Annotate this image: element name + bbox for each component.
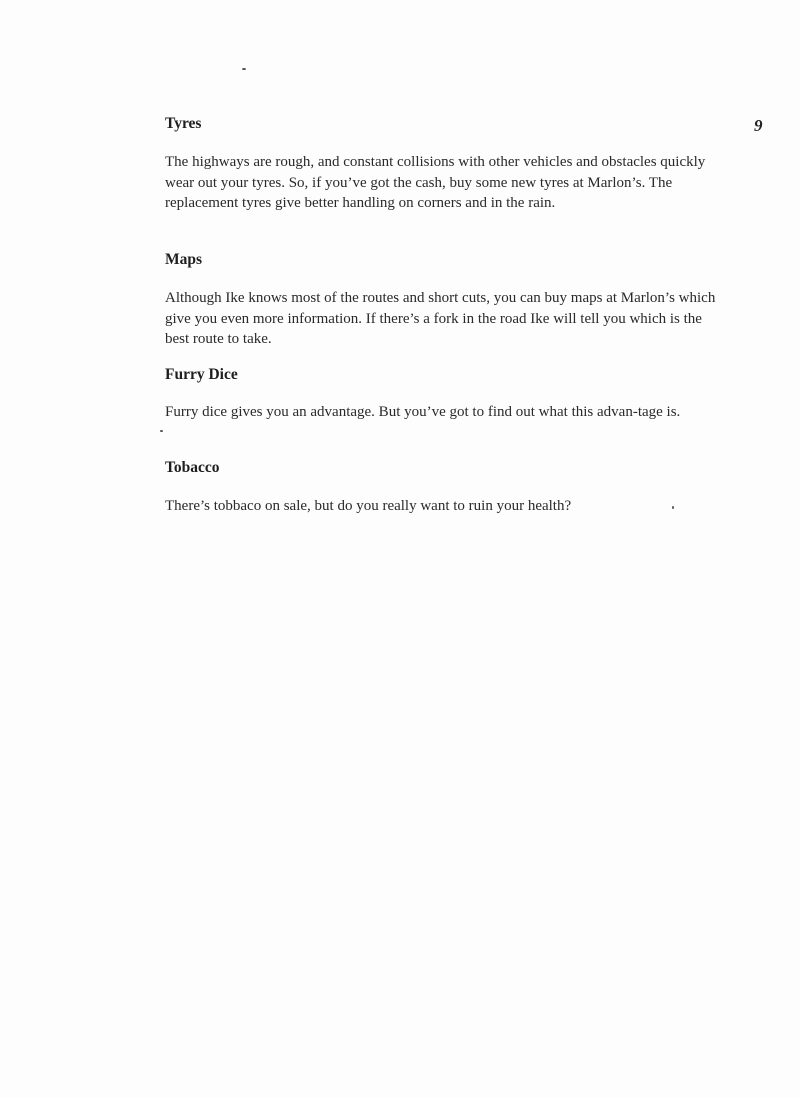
section-body-maps: Although Ike knows most of the routes and short cuts, you can buy maps at Marlon’s which give you even more information. If there’s a fork in the road Ike will tell you which is the best route to take. [165,290,716,347]
section-body-tyres: The highways are rough, and constant collisions with other vehicles and obstacles quickly wear out your tyres. So, if you’ve got the cash, buy some new tyres at Marlon’s. The replacement tyres give better handling on corners and in the rain. [165,154,706,211]
page-number: 9 [754,116,763,135]
print-speck [160,430,163,432]
section-heading-tobacco: Tobacco [165,459,220,476]
print-speck [672,506,674,509]
print-speck [242,68,246,70]
section-body-tobacco: There’s tobbaco on sale, but do you really want to ruin your health? [165,498,572,514]
section-furry-dice [165,365,735,423]
section-tyres [165,114,735,214]
section-body-furry-dice: Furry dice gives you an advantage. But you’ve got to find out what this advan-tage is. [165,404,681,420]
section-heading-tyres: Tyres [165,115,202,132]
section-maps [165,250,735,350]
section-heading-maps: Maps [165,251,203,268]
section-tobacco [165,458,735,517]
section-heading-furry-dice: Furry Dice [165,366,238,383]
